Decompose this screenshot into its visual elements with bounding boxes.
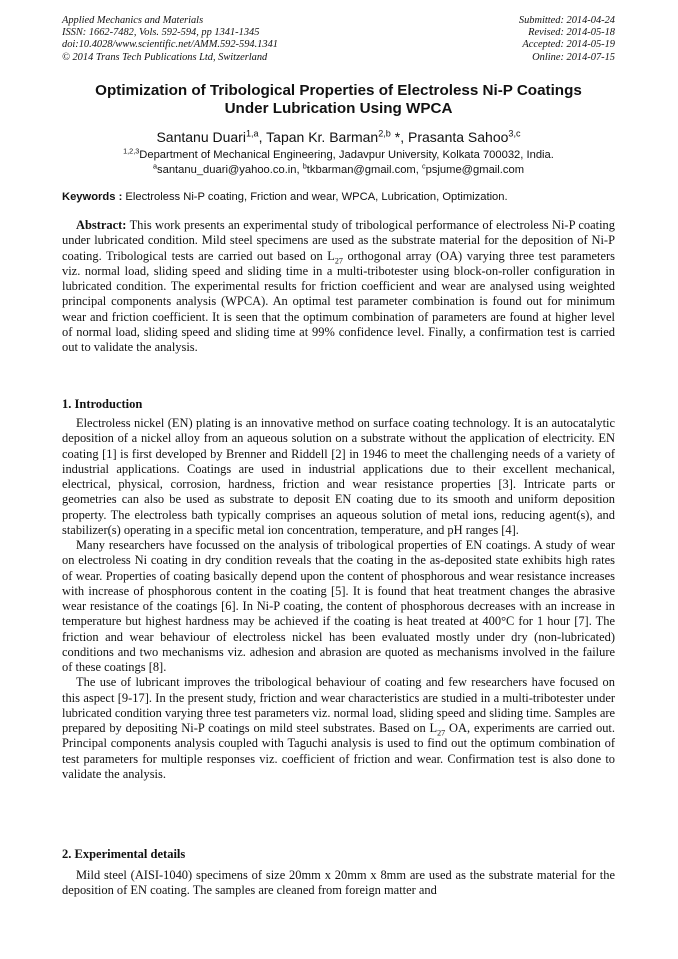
email-a: santanu_duari@yahoo.co.in, [157, 164, 303, 176]
author-2-affil: 2,b [378, 128, 391, 139]
issn-line: ISSN: 1662-7482, Vols. 592-594, pp 1341-1345 [62, 27, 260, 39]
affiliation-sup: 1,2,3 [123, 146, 140, 156]
keywords [62, 190, 615, 204]
abstract-paragraph [62, 218, 615, 355]
intro-paragraph-1: Electroless nickel (EN) plating is an innovative method on surface coating technology. It is an autocatalytic deposition of a nickel alloy from an aqueous solution on a substrate without the application of electricity. EN coating [1] is first developed by Brenner and Riddell [2] in 1946 to meet the challenging needs of a variety of industrial applications. Coatings are used in industrial applications due to their excellent mechanical, electrical, physical, corrosion, hardness, friction and wear resistance properties [3]. Intricate parts or geometries can also be used as substrate to deposit EN coating due to its smooth and uniform deposition property. The electroless bath typically comprises an aqueous solution of metal ions, reducing agent(s), and stabilizer(s) operating in a specific metal ion concentration, temperature, and pH ranges [4]. [62, 416, 615, 537]
copyright-line: © 2014 Trans Tech Publications Ltd, Switzerland [62, 51, 268, 63]
email-c-sup: c [421, 161, 426, 171]
author-1-affil: 1,a [245, 128, 259, 139]
intro-p3-text-1: The use of lubricant improves the tribological behaviour of coating and few researchers have focused on this aspect [9-17]. In the present study, friction and wear characteristics are studied in a multi-tribotester under lubricated condition varying three test parameters viz. normal load, sliding speed and sliding time. Samples are prepared by depositing Ni-P coatings on mild steel substrates. Based on L [62, 675, 615, 735]
abstract-subscript: 27 [334, 255, 343, 265]
abstract-text-2: orthogonal array (OA) varying three test parameters viz. normal load, sliding speed and sliding time in a multi-tribotester using block-on-roller configuration in lubricated condition. The experimental results for friction coefficient and wear are analysed using weighted principal components analysis (WPCA). An optimal test parameter combination is found out for minimum wear and friction coefficient. It is seen that the optimum combination of parameters are found at higher level of normal load, sliding speed and sliding time at 99% confidence level. Finally, a confirmation test is carried out to validate the analysis. [62, 248, 615, 354]
title-line-1: Optimization of Tribological Properties of Electroless Ni-P Coatings [95, 82, 582, 99]
experimental-heading: 2. Experimental details [62, 847, 186, 861]
email-list [62, 163, 615, 177]
title-line-2: Under Lubrication Using WPCA [224, 100, 453, 117]
author-1: Santanu Duari [156, 129, 246, 145]
doi-line: doi:10.4028/www.scientific.net/AMM.592-594.1341 [62, 39, 278, 51]
affiliation-text: Department of Mechanical Engineering, Jadavpur University, Kolkata 700032, India. [139, 149, 554, 161]
accepted-date: Accepted: 2014-05-19 [522, 39, 615, 51]
experimental-paragraph-1: Mild steel (AISI-1040) specimens of size 20mm x 20mm x 8mm are used as the substrate material for the deposition of EN coating. The samples are cleaned from foreign matter and [62, 868, 615, 898]
intro-paragraph-3 [62, 675, 615, 782]
author-3: Prasanta Sahoo [408, 129, 509, 145]
author-separator: , [258, 129, 267, 145]
author-2: Tapan Kr. Barman [266, 129, 379, 145]
intro-p3-text-2: OA, experiments are carried out. Principal components analysis coupled with Taguchi analysis is used to find out the optimum combination of test parameters for multiple responses viz. coefficient of friction and wear. Confirmation test is also done to validate the analysis. [62, 721, 615, 781]
introduction-body [62, 416, 615, 782]
revised-date: Revised: 2014-05-18 [528, 27, 615, 39]
keywords-label: Keywords : [62, 191, 123, 203]
email-a-sup: a [152, 161, 158, 171]
submitted-date: Submitted: 2014-04-24 [518, 15, 615, 26]
paper-title [62, 82, 615, 118]
online-date: Online: 2014-07-15 [532, 51, 615, 63]
journal-name: Applied Mechanics and Materials [62, 15, 204, 26]
email-b-sup: b [302, 161, 307, 171]
abstract [62, 218, 615, 355]
abstract-text-1: This work presents an experimental study of tribological performance of electroless Ni-P coating under lubricated condition. Mild steel specimens are used as the substrate material for the deposition of Ni-P coating. Tribological tests are carried out based on L [62, 218, 615, 263]
journal-header [62, 15, 278, 64]
intro-paragraph-2: Many researchers have focussed on the analysis of tribological properties of EN coatings. A study of wear on electroless Ni coating in dry condition reveals that the coating in the as-deposited state exhibits high rates of wear. Properties of coating basically depend upon the content of phosphorous and wear resistance increases with increase of phosphorous content in the coating [5]. It is found that heat treatment changes the abrasive wear resistance of the coatings [6]. In Ni-P coating, the content of phosphorous decreases with an increase in temperature but highest hardness may be achieved if the coating is heat treated at 400°C for 1 hour [7]. The friction and wear behaviour of electroless nickel has been evaluated mostly under dry (non-lubricated) conditions and two mechanisms viz. adhesion and abrasion are quoted as mechanisms involved in the failure of these coatings [8]. [62, 538, 615, 674]
author-3-affil: 3,c [508, 128, 521, 139]
author-list [62, 128, 615, 146]
email-b: tkbarman@gmail.com, [306, 164, 422, 176]
corresponding-marker: *, [390, 129, 408, 145]
abstract-label: Abstract: [76, 218, 127, 232]
dates-header [519, 15, 615, 64]
keywords-text: Electroless Ni-P coating, Friction and wear, WPCA, Lubrication, Optimization. [122, 191, 508, 203]
affiliation [62, 148, 615, 162]
intro-p3-subscript: 27 [437, 728, 446, 738]
introduction-heading: 1. Introduction [62, 397, 143, 411]
email-c: psjume@gmail.com [425, 164, 525, 176]
experimental-body [62, 868, 615, 899]
